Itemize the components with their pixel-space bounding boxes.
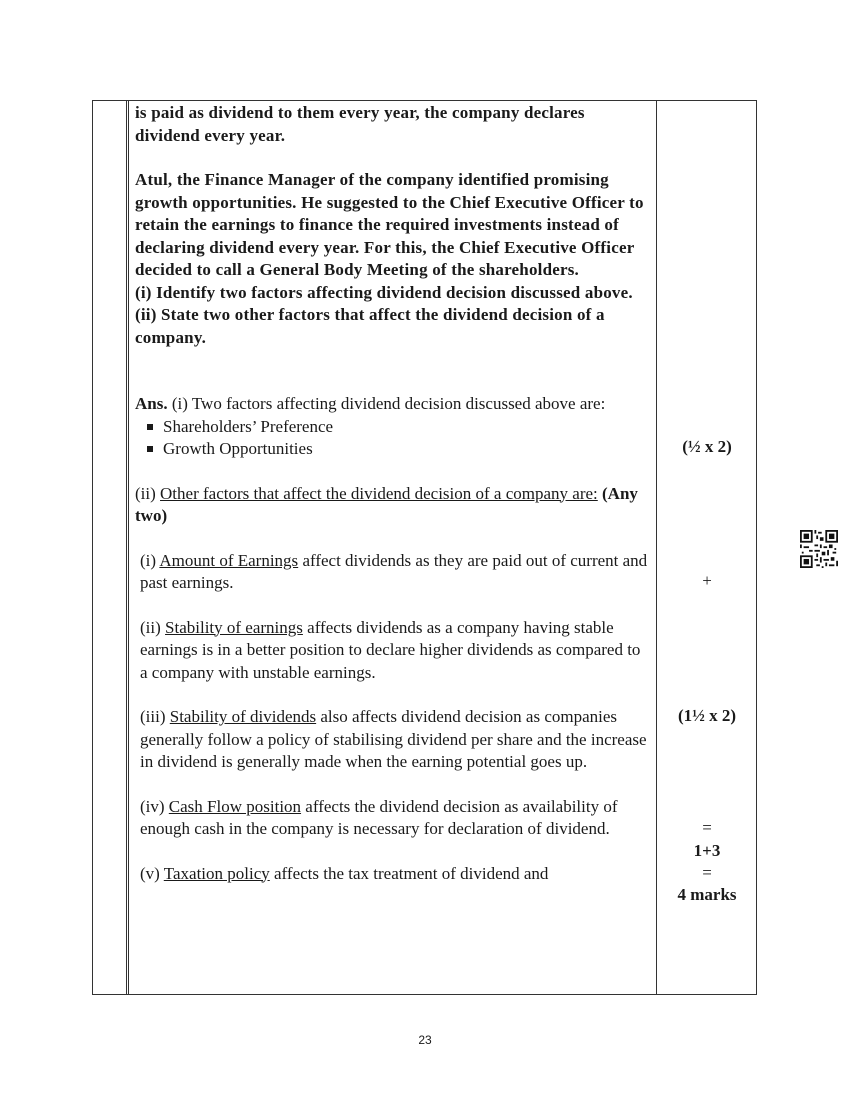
point-number: (v)	[140, 863, 160, 883]
answer-table	[92, 100, 757, 995]
column-divider-left	[126, 101, 129, 994]
page-number: 23	[418, 1033, 432, 1047]
any-two-note: (Any two)	[135, 483, 638, 525]
marks-equals-1: =	[702, 818, 712, 837]
point-number: (ii)	[140, 617, 161, 637]
point-text: affects the dividend decision as availability of enough cash in the company is necessary for declaration of dividend.	[140, 796, 618, 838]
marks-equals-2: =	[702, 863, 712, 882]
question-part-i: (i) Identify two factors affecting dividend decision discussed above.	[135, 282, 633, 302]
question-text	[135, 102, 650, 349]
point-number: (iv)	[140, 796, 165, 816]
point-term: Cash Flow position	[168, 796, 302, 816]
list-item: Shareholders’ Preference	[143, 416, 650, 439]
answer-part-ii	[135, 483, 650, 528]
answer-label: Ans.	[135, 394, 168, 413]
question-part-ii: (ii) State two other factors that affect the dividend decision of a company.	[135, 305, 605, 347]
factors-list	[135, 416, 650, 461]
answer-part-ii-intro: Other factors that affect the dividend decision of a company are:	[160, 483, 598, 503]
point-term: Taxation policy	[163, 863, 270, 883]
point-term: Amount of Earnings	[159, 550, 299, 570]
answer-part-i-intro: (i) Two factors affecting dividend decision discussed above are:	[171, 394, 606, 413]
marks-total: 4 marks	[677, 885, 737, 904]
marks-part2: (1½ x 2)	[677, 706, 737, 725]
answer-part-i	[135, 393, 650, 416]
point-number: (i)	[140, 550, 157, 570]
answer-content	[135, 101, 650, 885]
answer-part-ii-prefix: (ii)	[135, 483, 156, 503]
point-item	[135, 796, 650, 841]
marks-sum: 1+3	[693, 841, 721, 860]
point-text: affect dividends as they are paid out of current and past earnings.	[140, 550, 648, 592]
point-item	[135, 617, 650, 685]
point-text: affects dividends as a company having stable earnings is in a better position to declare higher dividends as compared to a company with unstable earnings.	[140, 617, 641, 682]
point-term: Stability of earnings	[165, 617, 303, 637]
point-term: Stability of dividends	[169, 707, 317, 726]
marks-plus: +	[702, 571, 712, 590]
point-number: (iii)	[140, 707, 166, 726]
qr-code-icon	[800, 530, 838, 568]
question-scenario: Atul, the Finance Manager of the company identified promising growth opportunities. He suggested to the Chief Executive Officer to retain the earnings to finance the required investments instead of declaring dividend every year. For this, the Chief Executive Officer decided to call a General Body Meeting of the shareholders.	[135, 170, 644, 279]
point-text: also affects dividend decision as companies generally follow a policy of stabilising dividend per share and the increase in dividend is generally made when the earning potential goes up.	[140, 707, 647, 771]
point-item	[135, 706, 650, 774]
list-item: Growth Opportunities	[143, 438, 650, 461]
answer-text	[135, 393, 650, 885]
marks-part1: (½ x 2)	[682, 437, 732, 456]
point-item	[135, 550, 650, 595]
point-text: affects the tax treatment of dividend and	[274, 863, 549, 883]
question-continuation: is paid as dividend to them every year, the company declares dividend every year.	[135, 103, 585, 145]
point-item	[135, 863, 650, 886]
